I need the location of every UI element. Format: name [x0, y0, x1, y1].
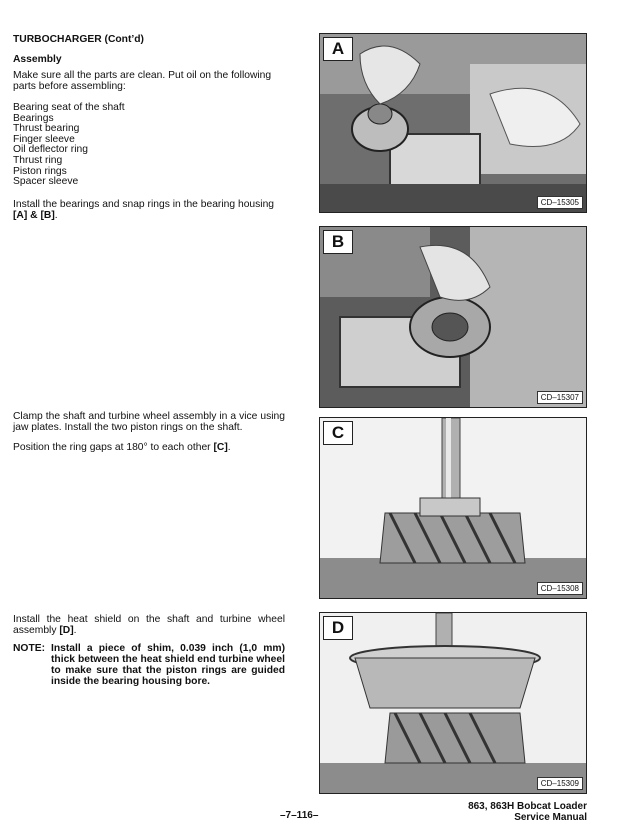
- figure-letter: D: [323, 616, 353, 640]
- figure-letter: A: [323, 37, 353, 61]
- figure-code: CD–15308: [537, 582, 583, 595]
- list-item: Piston rings: [13, 165, 67, 177]
- figure-c-photo: [319, 417, 587, 599]
- section-title: TURBOCHARGER (Cont’d): [13, 34, 144, 45]
- figure-ref: [D]: [59, 625, 74, 636]
- figure-code: CD–15309: [537, 777, 583, 790]
- figure-code: CD–15305: [537, 196, 583, 209]
- figure-code: CD–15307: [537, 391, 583, 404]
- clamp-text: Clamp the shaft and turbine wheel assembly in a vice using jaw plates. Install the two piston rings on the shaft.: [13, 411, 285, 433]
- figure-ref: [C]: [213, 442, 228, 453]
- model-name: 863, 863H Bobcat Loader: [468, 801, 587, 812]
- note-label: NOTE:: [13, 643, 46, 654]
- intro-text: Make sure all the parts are clean. Put oil on the following parts before assembling:: [13, 70, 272, 92]
- figure-letter: B: [323, 230, 353, 254]
- list-item: Spacer sleeve: [13, 176, 79, 188]
- list-item: Oil deflector ring: [13, 144, 88, 156]
- figure-b-photo: [319, 226, 587, 408]
- subtitle: Assembly: [13, 54, 62, 65]
- note: [13, 643, 285, 687]
- list-item: Bearing seat of the shaft: [13, 102, 125, 113]
- parts-list: [13, 103, 285, 188]
- figure-d-photo: [319, 612, 587, 794]
- list-item: Thrust bearing: [13, 123, 80, 135]
- page-number: –7–116–: [280, 810, 319, 821]
- list-item: Bearings: [13, 112, 54, 124]
- note-text: Install a piece of shim, 0.039 inch (1,0 mm) thick between the heat shield end turbine wheel to make sure that the piston rings are guided inside the bearing housing bore.: [51, 643, 285, 687]
- figure-a-photo: [319, 33, 587, 213]
- position-text: Position the ring gaps at 180° to each other [C].: [13, 442, 231, 453]
- figure-letter: C: [323, 421, 353, 445]
- figure-ref: [A] & [B]: [13, 210, 55, 221]
- list-item: Thrust ring: [13, 154, 63, 166]
- list-item: Finger sleeve: [13, 133, 75, 145]
- shield-text: Install the heat shield on the shaft and turbine wheel assembly [D].: [13, 614, 285, 636]
- footer-model: [468, 801, 587, 823]
- install-bearings-text: Install the bearings and snap rings in the bearing housing [A] & [B].: [13, 199, 275, 221]
- manual-name: Service Manual: [514, 812, 587, 823]
